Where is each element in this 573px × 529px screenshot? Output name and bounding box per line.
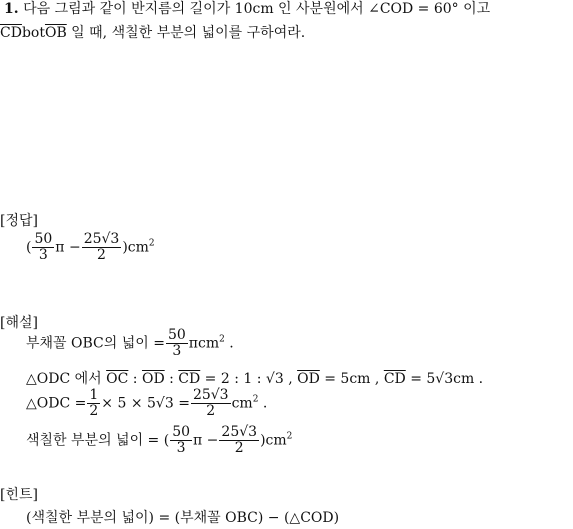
answer-label: [정답]	[0, 213, 38, 229]
solution-l3-frac-2-num: 25√3	[192, 387, 229, 403]
solution-l3-frac-num: 1	[89, 387, 99, 403]
solution-l4-suffix: )cm	[260, 432, 287, 449]
solution-l3-prefix: △ODC =	[26, 395, 87, 412]
solution-l3-frac	[87, 388, 100, 419]
solution-l4-prefix: 색칠한 부분의 넓이 = (	[26, 432, 170, 449]
answer-frac-2-den: 2	[97, 247, 106, 263]
solution-l3-frac-2-den: 2	[206, 403, 216, 419]
answer-frac-1-den: 3	[38, 247, 48, 263]
answer-close-unit: )cm	[122, 239, 149, 256]
solution-l3-suffix: cm	[231, 395, 253, 412]
solution-l4-mid: π −	[193, 432, 219, 449]
solution-l2-ratio: = 2 : 1 : √3 ,	[200, 371, 298, 387]
answer-frac-2-num: 25√3	[83, 231, 120, 247]
solution-l2-text1: △ODC 에서	[26, 371, 107, 387]
hint-label: [힌트]	[0, 487, 38, 503]
answer-frac-1	[32, 232, 54, 263]
solution-line-2	[26, 370, 483, 388]
problem-text-1: 다음 그림과 같이 반지름의 길이가 10cm 인 사분원에서 ∠COD = 60° 이고	[23, 1, 491, 17]
solution-l2-sep2: :	[164, 371, 179, 387]
solution-l3-exp: 2	[252, 394, 259, 405]
bot-text: bot	[21, 25, 45, 41]
solution-l1-end: .	[224, 335, 234, 352]
solution-label: [해설]	[0, 315, 38, 331]
solution-line-1	[26, 328, 234, 359]
answer-unit-exp: 2	[148, 238, 155, 249]
solution-l4-frac-1	[170, 425, 192, 456]
solution-l2-sep1: :	[128, 371, 142, 387]
solution-l4-frac-2	[219, 425, 259, 456]
problem-line-1	[4, 0, 490, 18]
solution-line-3	[26, 388, 267, 419]
solution-l2-eq2: = 5√3cm .	[405, 371, 484, 387]
answer-open: (	[26, 239, 32, 256]
solution-l1-suffix: πcm	[188, 335, 220, 352]
problem-number: 1.	[4, 1, 19, 17]
solution-l3-frac-2	[191, 388, 231, 419]
segment-oc: $\overline{OC}$	[106, 371, 129, 387]
solution-line-4	[26, 425, 292, 456]
solution-l1-prefix: 부채꼴 OBC의 넓이 =	[26, 335, 165, 352]
solution-l4-frac-1-num: 50	[172, 424, 191, 440]
solution-l3-frac-den: 2	[89, 403, 99, 419]
segment-cd-2: $\overline{CD}$	[178, 371, 201, 387]
answer-expression	[26, 232, 155, 263]
problem-text-2: 일 때, 색칠한 부분의 넓이를 구하여라.	[66, 25, 306, 41]
solution-l3-end: .	[258, 395, 268, 412]
solution-l1-exp: 2	[219, 334, 225, 345]
solution-l3-mid: × 5 × 5√3 =	[101, 395, 190, 412]
segment-cd-3: $\overline{CD}$	[383, 371, 406, 387]
solution-l2-eq1: = 5cm ,	[319, 371, 384, 387]
problem-line-2	[0, 24, 305, 42]
answer-pi-minus: π −	[55, 239, 81, 256]
solution-l4-exp: 2	[286, 431, 293, 442]
segment-cd: $\overline{CD}$	[0, 25, 22, 41]
segment-od-2: $\overline{OD}$	[297, 371, 320, 387]
solution-l1-frac-num: 50	[167, 327, 186, 343]
solution-l1-frac-den: 3	[172, 343, 182, 359]
answer-frac-2	[82, 232, 122, 263]
hint-text: (색칠한 부분의 넓이) = (부채꼴 OBC) − (△COD)	[26, 510, 340, 526]
answer-frac-1-num: 50	[34, 231, 53, 247]
solution-l4-frac-1-den: 3	[176, 440, 186, 456]
solution-l1-frac	[166, 328, 188, 359]
solution-l4-frac-2-den: 2	[234, 440, 244, 456]
segment-ob: $\overline{OB}$	[44, 25, 67, 41]
segment-od: $\overline{OD}$	[141, 371, 165, 387]
solution-l4-frac-2-num: 25√3	[221, 424, 258, 440]
